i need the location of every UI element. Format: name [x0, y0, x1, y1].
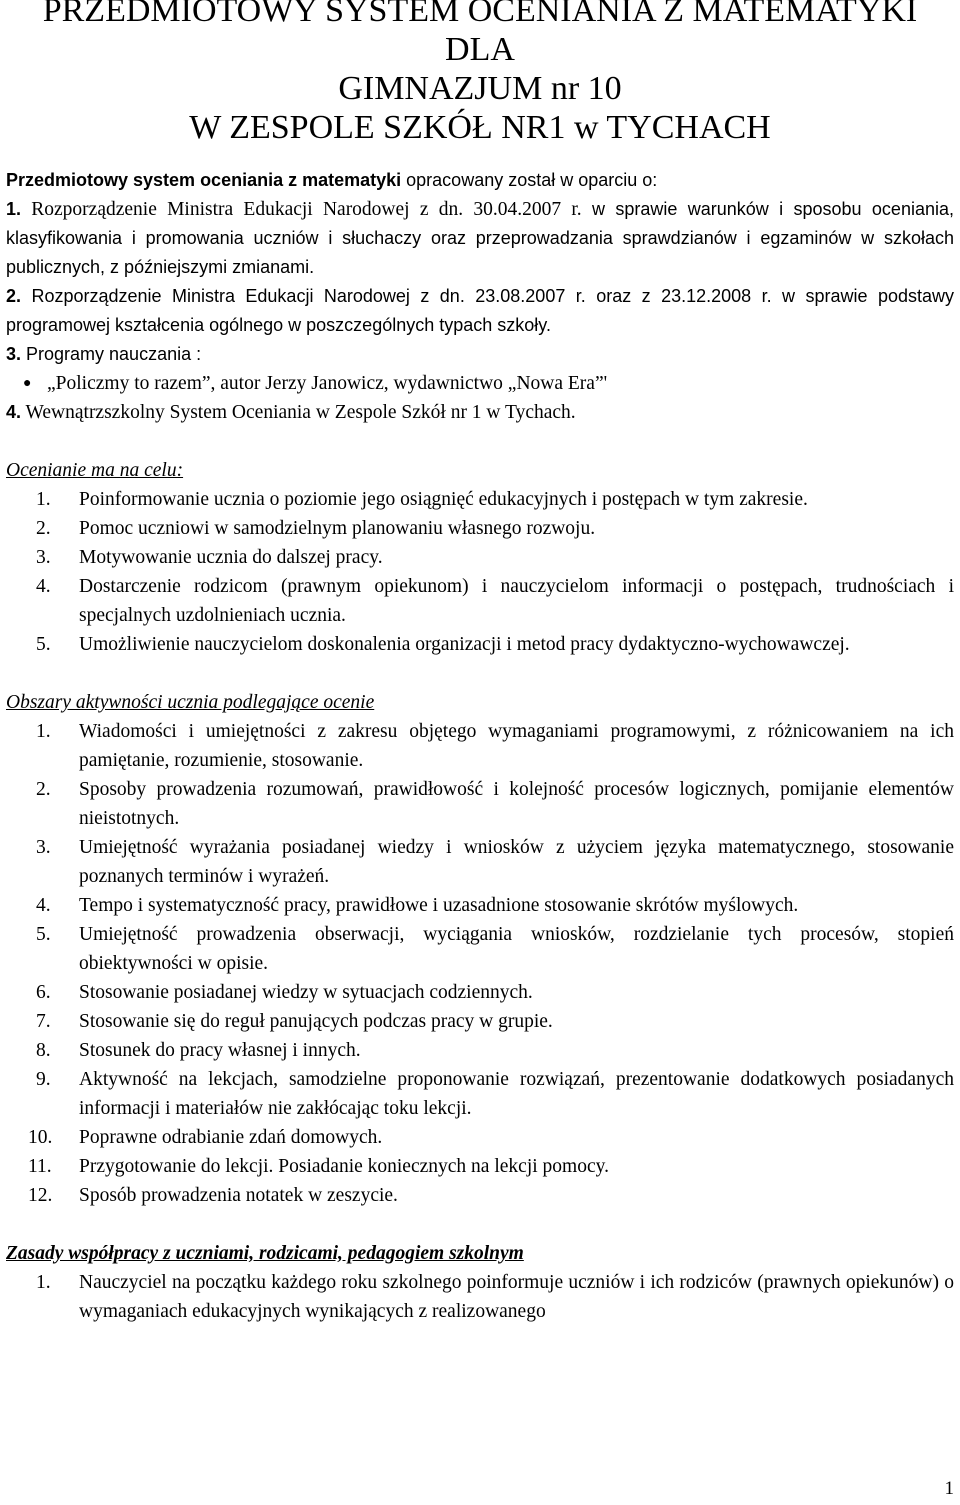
list-item: 5. Umożliwienie nauczycielom doskonalenia organizacji i metod pracy dydaktyczno-wychowawczej.	[36, 634, 850, 655]
title-line-4: W ZESPOLE SZKÓŁ NR1 w TYCHACH	[189, 109, 771, 146]
section-cooperation	[6, 1239, 954, 1326]
intro-item-4-number: 4.	[6, 402, 22, 422]
intro-item-3-number: 3.	[6, 344, 22, 364]
section-heading: Ocenianie ma na celu:	[6, 460, 184, 481]
bullet-icon: ●	[23, 376, 32, 391]
intro-block	[6, 166, 954, 427]
intro-item-2	[6, 282, 954, 340]
intro-item-3	[6, 340, 954, 369]
title-line-1: PRZEDMIOTOWY SYSTEM OCENIANIA Z MATEMATYKI	[42, 0, 918, 29]
list-item: 1. Poinformowanie ucznia o poziomie jego osiągnięć edukacyjnych i postępach w tym zakresie.	[36, 489, 808, 510]
list-item: 4. Tempo i systematyczność pracy, prawidłowe i uzasadnione stosowanie skrótów myślowych.	[36, 895, 799, 916]
list-item: 6. Stosowanie posiadanej wiedzy w sytuacjach codziennych.	[36, 982, 533, 1003]
document-title	[6, 0, 954, 147]
list-item: 3. Motywowanie ucznia do dalszej pracy.	[36, 547, 383, 568]
section-goals	[6, 456, 954, 659]
title-line-3: GIMNAZJUM nr 10	[338, 70, 622, 107]
intro-item-2-number: 2.	[6, 286, 22, 306]
list-item: 10. Poprawne odrabianie zdań domowych.	[28, 1127, 383, 1148]
intro-item-1-text-a: Rozporządzenie Ministra Edukacji Narodowej z dn. 30.04.2007 r.	[21, 199, 582, 220]
section-list	[6, 485, 954, 659]
intro-item-1-number: 1.	[6, 199, 22, 219]
list-item: 12. Sposób prowadzenia notatek w zeszycie.	[28, 1185, 398, 1206]
intro-item-4-text: Wewnątrzszkolny System Oceniania w Zespole Szkół nr 1 w Tychach.	[21, 402, 576, 423]
intro-item-3-bullet-row	[6, 369, 954, 398]
intro-item-4	[6, 398, 954, 427]
page-number: 1	[944, 1478, 954, 1499]
intro-item-2-text: Rozporządzenie Ministra Edukacji Narodowej z dn. 23.08.2007 r. oraz z 23.12.2008 r. w sprawie podstawy programowej kształcenia ogólnego w poszczególnych typach szkoły.	[6, 286, 954, 335]
title-line-2: DLA	[445, 31, 515, 68]
section-list	[6, 1268, 954, 1326]
list-item: 3. Umiejętność wyrażania posiadanej wiedzy i wniosków z użyciem języka matematycznego, stosowanie poznanych terminów i wyrażeń.	[36, 837, 954, 887]
list-item: 11. Przygotowanie do lekcji. Posiadanie koniecznych na lekcji pomocy.	[28, 1156, 609, 1177]
list-item: 9. Aktywność na lekcjach, samodzielne proponowanie rozwiązań, prezentowanie dodatkowych posiadanych informacji i materiałów nie zakłócając toku lekcji.	[36, 1069, 954, 1119]
list-item: 1. Wiadomości i umiejętności z zakresu objętego wymaganiami programowymi, z różnicowaniem na ich pamiętanie, rozumienie, stosowanie.	[36, 721, 954, 771]
section-list	[6, 717, 954, 1210]
section-activity-areas	[6, 688, 954, 1210]
intro-lead-rest: opracowany został w oparciu o:	[401, 170, 658, 190]
intro-lead-bold: Przedmiotowy system oceniania z matematyki	[6, 170, 402, 190]
list-item: 7. Stosowanie się do reguł panujących podczas pracy w grupie.	[36, 1011, 553, 1032]
list-item: 5. Umiejętność prowadzenia obserwacji, wyciągania wniosków, rozdzielanie tych procesów, stopień obiektywności w opisie.	[36, 924, 954, 974]
section-heading: Zasady współpracy z uczniami, rodzicami, pedagogiem szkolnym	[6, 1243, 524, 1264]
section-heading: Obszary aktywności ucznia podlegające ocenie	[6, 692, 375, 713]
list-item: 2. Sposoby prowadzenia rozumowań, prawidłowość i kolejność procesów logicznych, pomijanie elementów nieistotnych.	[36, 779, 954, 829]
list-item: 4. Dostarczenie rodzicom (prawnym opiekunom) i nauczycielom informacji o postępach, trudnościach i specjalnych uzdolnieniach ucznia.	[36, 576, 954, 626]
intro-item-3-text: Programy nauczania :	[21, 344, 202, 364]
document-page	[6, 0, 954, 1326]
list-item: 1. Nauczyciel na początku każdego roku szkolnego poinformuje uczniów i ich rodziców (prawnych opiekunów) o wymaganiach edukacyjnych wynikających z realizowanego	[36, 1272, 954, 1322]
list-item: 8. Stosunek do pracy własnej i innych.	[36, 1040, 361, 1061]
intro-item-1-text-b: w sprawie warunków i sposobu oceniania, klasyfikowania i promowania uczniów i słuchaczy oraz przeprowadzania sprawdzianów i egzaminów w szkołach publicznych, z późniejszymi zmianami.	[6, 199, 954, 277]
intro-item-1	[6, 195, 954, 282]
intro-item-3-bullet-text: „Policzmy to razem”, autor Jerzy Janowicz, wydawnictwo „Nowa Era”'	[47, 373, 608, 394]
list-item: 2. Pomoc uczniowi w samodzielnym planowaniu własnego rozwoju.	[36, 518, 596, 539]
intro-lead	[6, 166, 954, 195]
